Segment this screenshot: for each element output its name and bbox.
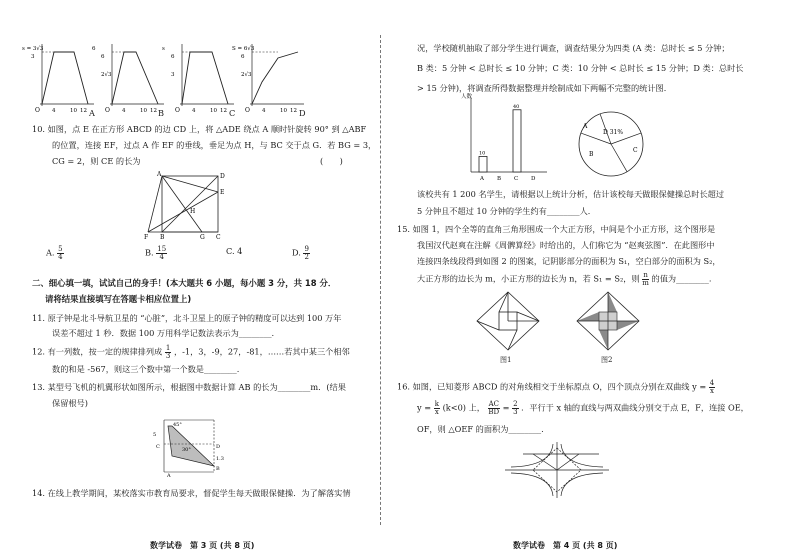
q10-label-h: H	[190, 208, 196, 215]
q10-label-a: A	[157, 171, 162, 178]
x-tick-label: 12	[80, 108, 87, 114]
q13-label-c: C	[156, 444, 160, 450]
y-tick-label: 6	[241, 54, 245, 60]
q10-label-f: F	[144, 234, 149, 241]
q10-option-d: D. $\frac{9}{2}$	[292, 245, 309, 261]
q15-line4: 大正方形的边长为 m，小正方形的边长为 n，若 S₁ = S₂，则 $\frac{n}{m}$ 的值为________.	[417, 271, 712, 287]
q15-figure-2	[573, 290, 643, 352]
bar-data-label: 40	[513, 103, 520, 110]
q13-label-45: 45°	[173, 422, 182, 428]
y-tick-label: 6	[101, 54, 105, 60]
q15-line1: 15. 如图 1，四个全等的直角三角形围成一个大正方形，中间是个小正方形，这个图形是	[397, 224, 716, 234]
origin-label: O	[175, 107, 180, 114]
y-tick-label: 2√3	[101, 72, 112, 78]
graph-option-3	[232, 44, 304, 114]
q10-answer-paren: ( )	[320, 156, 343, 166]
bar-data-label: 10	[479, 150, 486, 157]
q14-cont-line1: 况，学校随机抽取了部分学生进行调查，调查结果分为四类 (A 类：总时长 ≤ 5 分钟；	[417, 43, 730, 53]
graph-option-2	[162, 44, 234, 114]
q14-cont-line3: > 15 分钟)，将调查所得数据整理并绘制成如下两幅不完整的统计图．	[417, 83, 672, 93]
q11-line2: 误差不超过 1 秒．数据 100 万用科学记数法表示为________.	[52, 328, 275, 338]
y-axis-name: s	[162, 46, 165, 52]
section2-heading-line2: 请将结果直接填写在答题卡相应位置上)	[45, 294, 192, 304]
graph-line	[112, 52, 158, 104]
q13-label-d: D	[216, 444, 221, 450]
pie-slice-label: D 31%	[603, 129, 624, 136]
q14-line1: 14. 在线上教学期间，某校落实市教育局要求，督促学生每天做眼保健操．为了解落实情	[32, 488, 351, 498]
origin-label: O	[105, 107, 110, 114]
bar-category-label: A	[480, 176, 484, 182]
q10-square-figure	[140, 170, 240, 240]
q13-line1: 13. 某型号飞机的机翼形状如图所示，根据图中数据计算 AB 的长为________m．(结果	[32, 382, 346, 392]
section2-heading-line1: 二、细心填一填，试试自己的身手！(本大题共 6 小题，每小题 3 分，共 18 分．	[32, 278, 337, 288]
x-tick-label: 10	[280, 108, 287, 114]
x-tick-label: 4	[192, 108, 196, 114]
q13-label-a: A	[167, 473, 171, 479]
x-tick-label: 12	[220, 108, 227, 114]
origin-label: O	[245, 107, 250, 114]
bar	[479, 156, 487, 172]
graph-label-d: D	[299, 108, 306, 118]
q14-cont-line4: 该校共有 1 200 名学生，请根据以上统计分析，估计该校每天做眼保健操总时长超过	[417, 189, 725, 199]
q13-line2: 保留根号)	[52, 398, 88, 408]
bar-y-label: 人数	[461, 94, 473, 100]
left-footer: 数学试卷 第 3 页 (共 8 页)	[150, 541, 255, 550]
page-divider	[380, 35, 381, 525]
q10-option-a: A. $\frac{5}{4}$	[46, 245, 63, 261]
x-tick-label: 12	[290, 108, 297, 114]
q13-label-b: B	[216, 466, 220, 472]
graph-line	[252, 52, 298, 104]
q15-figure-1	[473, 290, 543, 352]
q13-wing-figure	[150, 414, 230, 478]
graph-label-a: A	[89, 108, 95, 118]
q16-line1: 16. 如图，已知菱形 ABCD 的对角线相交于坐标原点 O，四个顶点分别在双曲线 y = $\frac{4}{x}$	[397, 379, 715, 395]
pie-chart	[573, 108, 653, 180]
q13-label-30: 30°	[182, 447, 191, 453]
y-tick-label: 6	[171, 54, 175, 60]
graph-line	[182, 52, 228, 104]
x-tick-label: 10	[140, 108, 147, 114]
graph-option-0	[22, 44, 94, 114]
q10-label-g: G	[200, 234, 205, 241]
q10-label-d: D	[220, 173, 225, 180]
bar	[513, 110, 521, 172]
q11-line1: 11. 原子钟是北斗导航卫星的 “心脏”，北斗卫星上的原子钟的精度可以达到 100 万年	[32, 313, 342, 323]
bar-category-label: C	[514, 176, 519, 182]
bar-category-label: D	[531, 176, 536, 182]
q10-label-e: E	[220, 189, 225, 196]
q10-label-c: C	[216, 234, 221, 241]
q10-line2: 的位置，连接 EF，过点 A 作 EF 的垂线，垂足为点 H，与 BC 交于点 G．若 BG = 3，	[52, 140, 377, 150]
graph-label-c: C	[229, 108, 236, 118]
y-axis-name: s = 3√3	[22, 46, 44, 52]
right-footer: 数学试卷 第 4 页 (共 8 页)	[513, 541, 618, 550]
q16-hyperbola-figure	[503, 440, 613, 500]
q15-fig1-caption: 图1	[500, 356, 512, 364]
x-tick-label: 4	[52, 108, 56, 114]
y-tick-label: 3	[31, 54, 35, 60]
q13-label-13: 1.3	[216, 456, 224, 462]
pie-slice-label: C	[633, 147, 638, 154]
x-tick-label: 10	[210, 108, 217, 114]
q12-line1: 12. 有一列数，按一定的规律排列成 $\frac{1}{3}$ ，-1，3，-9，27，-81，……若其中某三个相邻	[32, 344, 350, 360]
y-tick-label: 2√3	[241, 72, 252, 78]
bar-chart	[461, 92, 551, 180]
q10-line3: CG = 2，则 CE 的长为	[52, 156, 141, 166]
graph-label-b: B	[158, 108, 165, 118]
q16-line2: y = $\frac{k}{x}$ (k<0) 上， $\frac{AC}{BD}$ = $\frac{2}{3}$ ．平行于 x 轴的直线与两双曲线分别交于点 E，F，连接 OE，	[417, 400, 749, 416]
q14-cont-line5: 5 分钟且不超过 10 分钟的学生约有________人．	[417, 206, 596, 216]
q16-line3: OF，则 △OEF 的面积为________.	[417, 424, 544, 434]
q10-label-b: B	[160, 234, 165, 241]
left-page	[0, 0, 378, 560]
x-tick-label: 12	[150, 108, 157, 114]
pie-slice-label: B	[589, 151, 594, 158]
q12-line2: 数的和是 -567，则这三个数中第一个数是________.	[52, 364, 240, 374]
x-tick-label: 4	[262, 108, 266, 114]
graph-option-1	[92, 44, 164, 114]
pie-slice-label: A	[583, 123, 588, 130]
graph-line	[42, 52, 88, 104]
q10-line1: 10. 如图，点 E 在正方形 ABCD 的边 CD 上，将 △ADE 绕点 A 顺时针旋转 90° 到 △ABF	[32, 124, 367, 134]
q14-cont-line2: B 类：5 分钟 < 总时长 ≤ 10 分钟；C 类：10 分钟 < 总时长 ≤ 15 分钟；D 类：总时长	[417, 63, 744, 73]
x-tick-label: 10	[70, 108, 77, 114]
q10-option-b: B. $\frac{15}{4}$	[145, 245, 167, 261]
right-page	[383, 0, 794, 560]
x-tick-label: 4	[122, 108, 126, 114]
q13-label-5: 5	[153, 432, 157, 438]
q10-option-c: C. 4	[226, 246, 243, 256]
y-axis-name: S = 6√3	[232, 46, 255, 52]
q15-fig2-caption: 图2	[601, 356, 613, 364]
bar-category-label: B	[497, 176, 502, 182]
y-axis-name: 6	[92, 46, 96, 52]
origin-label: O	[35, 107, 40, 114]
q15-line2: 我国汉代赵爽在注解《周髀算经》时给出的，人们称它为 “赵爽弦图”．在此图形中	[417, 240, 715, 250]
y-tick-label: 3	[171, 72, 175, 78]
q15-line3: 连接四条线段得到如图 2 的图案，记阴影部分的面积为 S₁，空白部分的面积为 S₂，	[417, 256, 721, 266]
